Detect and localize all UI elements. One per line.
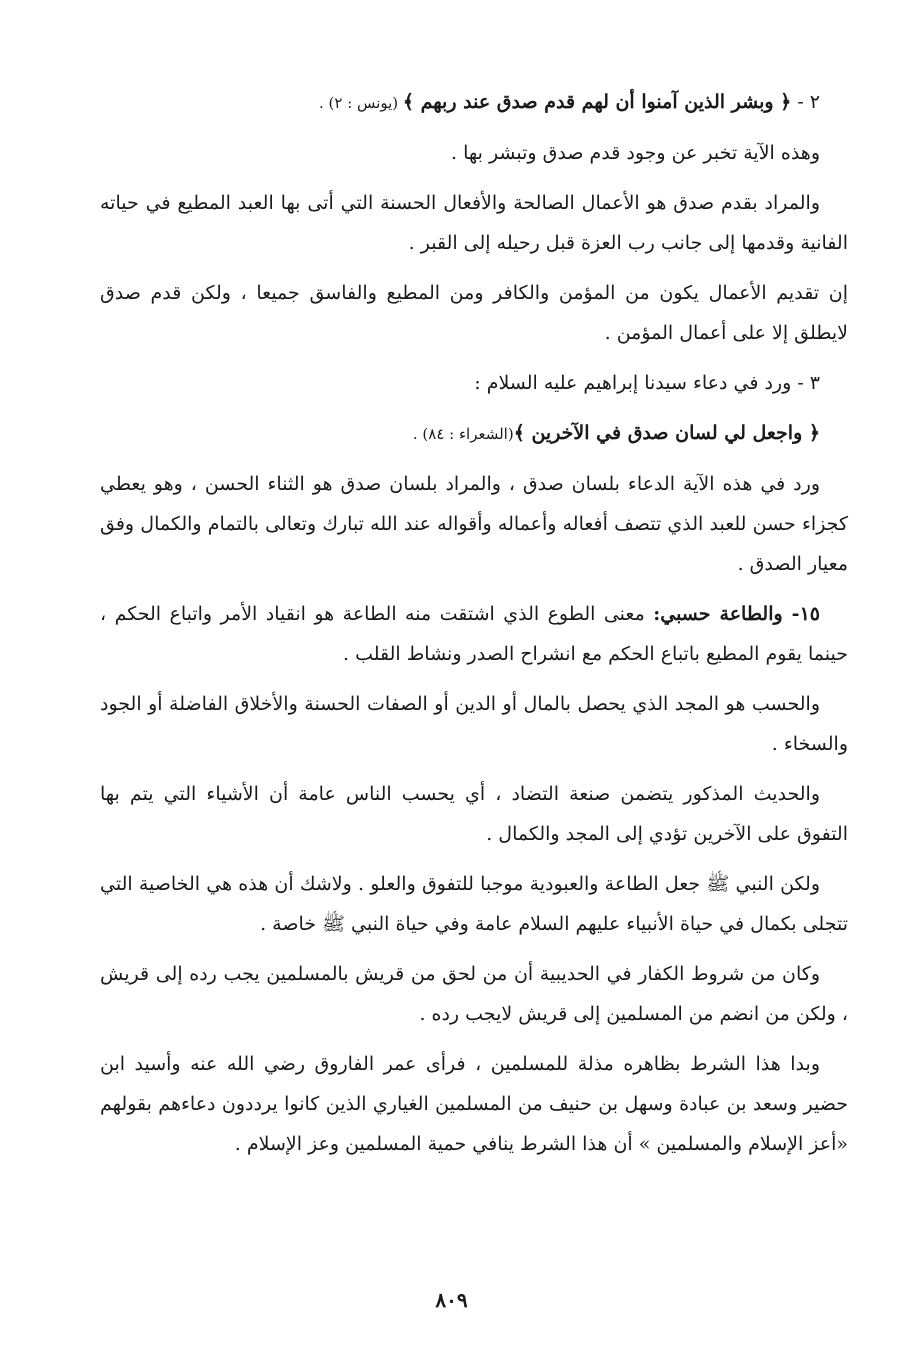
paragraph: وكان من شروط الكفار في الحديبية أن من لحق من قريش بالمسلمين يجب رده إلى قريش ، ولكن من انضم من المسلمين إلى قريش لايجب رده . [100,963,848,1025]
paragraph: والحسب هو المجد الذي يحصل بالمال أو الدين أو الصفات الحسنة والأخلاق الفاضلة أو الجود والسخاء . [100,693,848,755]
paragraph-section-15 [100,594,848,674]
section-heading: ١٥- والطاعة حسبي: [653,603,820,625]
paragraph-verse-shuara [100,413,848,454]
paragraph: إن تقديم الأعمال يكون من المؤمن والكافر ومن المطيع والفاسق جميعا ، ولكن قدم صدق لايطلق إلا على أعمال المؤمن . [100,282,848,344]
page-body [100,82,848,1174]
paragraph: وهذه الآية تخبر عن وجود قدم صدق وتبشر بها . [450,142,820,164]
paragraph-verse-yunus [100,82,848,123]
paragraph: وبدا هذا الشرط بظاهره مذلة للمسلمين ، فرأى عمر الفاروق رضي الله عنه وأسيد ابن حضير وسعد بن عبادة وسهل بن حنيف من المسلمين الغياري الذين كانوا يرددون دعاءهم بقولهم «أعز الإسلام والمسلمين » أن هذا الشرط ينافي حمية المسلمين وعز الإسلام . [100,1053,848,1155]
paragraph: ورد في هذه الآية الدعاء بلسان صدق ، والمراد بلسان صدق هو الثناء الحسن ، وهو يعطي كجزاء حسن للعبد الذي تتصف أفعاله وأعماله وأقواله عند الله تبارك وتعالى بالتمام والكمال وفق معيار الصدق . [100,473,848,575]
section-text: معنى الطوع الذي اشتقت منه الطاعة هو انقياد الأمر واتباع الحكم ، حينما يقوم المطيع باتباع الحكم مع انشراح الصدر ونشاط القلب . [100,603,848,665]
item-number: ٢ - [791,91,820,113]
paragraph: ولكن النبي ﷺ جعل الطاعة والعبودية موجبا للتفوق والعلو . ولاشك أن هذه هي الخاصية التي تتجلى بكمال في حياة الأنبياء عليهم السلام عامة وفي حياة النبي ﷺ خاصة . [100,873,848,935]
verse-reference: (الشعراء : ٨٤) . [412,425,514,443]
page-number: ٨٠٩ [435,1288,468,1312]
paragraph: والحديث المذكور يتضمن صنعة التضاد ، أي يحسب الناس عامة أن الأشياء التي يتم بها التفوق على الآخرين تؤدي إلى المجد والكمال . [100,783,848,845]
paragraph: ٣ - ورد في دعاء سيدنا إبراهيم عليه السلام : [474,372,820,394]
verse-reference: (يونس : ٢) . [319,94,403,112]
paragraph: والمراد بقدم صدق هو الأعمال الصالحة والأفعال الحسنة التي أتى بها العبد المطيع في حياته الفانية وقدمها إلى جانب رب العزة قبل رحيله إلى القبر . [100,192,848,254]
quran-verse: ﴿ واجعل لي لسان صدق في الآخرين ﴾ [513,422,820,444]
quran-verse: ﴿ وبشر الذين آمنوا أن لهم قدم صدق عند ربهم ﴾ [402,91,792,113]
